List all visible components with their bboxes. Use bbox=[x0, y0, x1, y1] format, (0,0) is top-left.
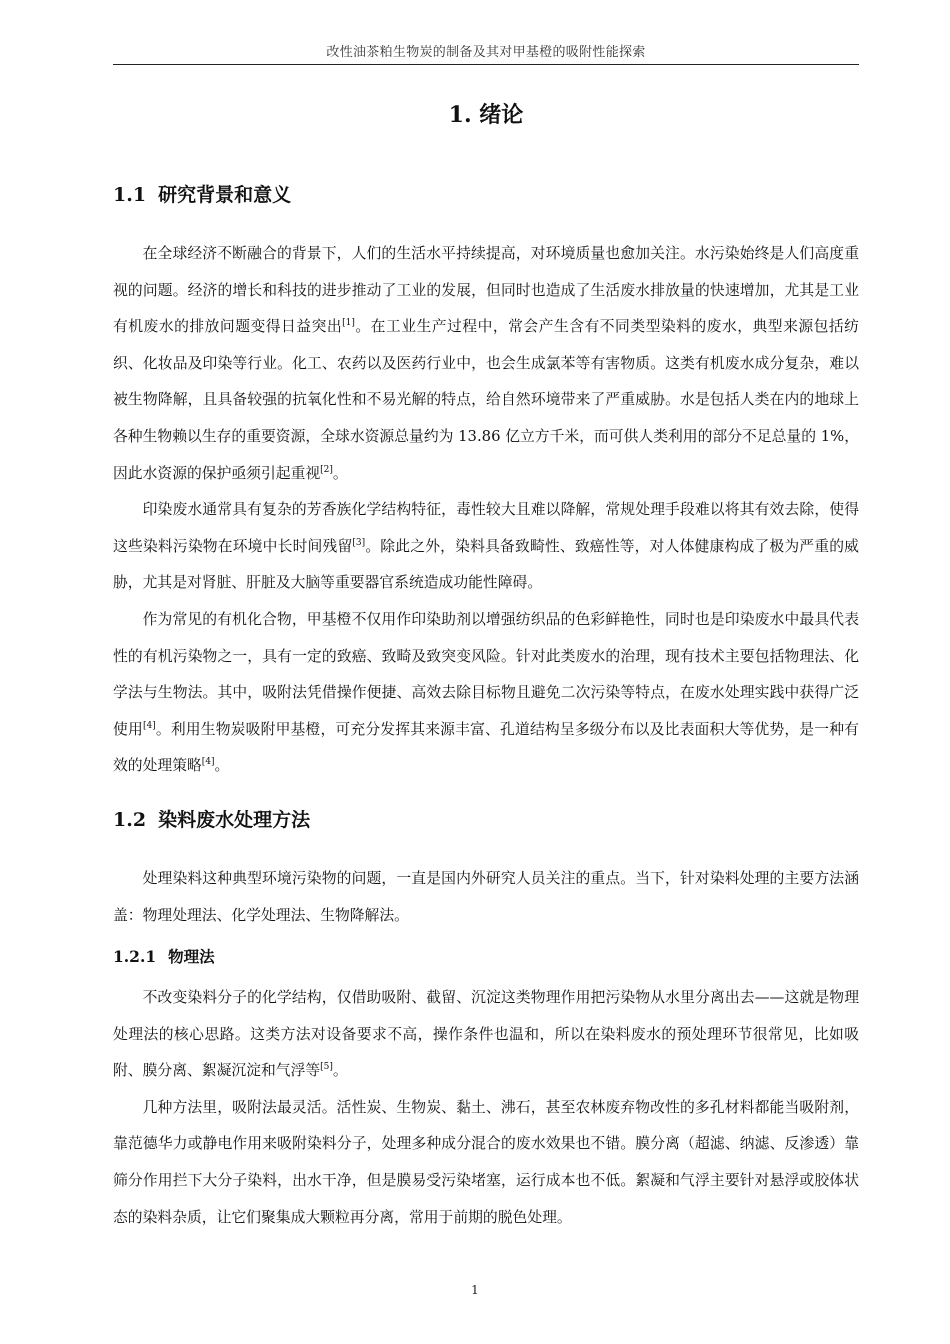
paragraph-1-2-1-b: 几种方法里，吸附法最灵活。活性炭、生物炭、黏土、沸石，甚至农林废弃物改性的多孔材料都能当吸附剂，靠范德华力或静电作用来吸附染料分子，处理多种成分混合的废水效果也不错。膜分离（超滤、纳滤、反渗透）靠筛分作用拦下大分子染料，出水干净，但是膜易受污染堵塞，运行成本也不低。絮凝和气浮主要针对悬浮或胶体状态的染料杂质，让它们聚集成大颗粒再分离，常用于前期的脱色处理。 bbox=[113, 1098, 859, 1226]
text-run: 作为常见的有机化合物，甲基橙不仅用作印染助剂以增强纺织品的色彩鲜艳性，同时也是印染废水中最具代表性的有机污染物之一，具有一定的致癌、致畸及致突变风险。针对此类废水的治理，现有技术主要包括物理法、化学法与生物法。其中，吸附法凭借操作便捷、高效去除目标物且避免二次污染等特点，在废水处理实践中获得广泛使用 bbox=[113, 610, 859, 738]
page-number: 1 bbox=[471, 1283, 479, 1297]
citation: [1] bbox=[342, 318, 355, 329]
section-number: 1.1 bbox=[113, 184, 147, 206]
paragraph-1-2-1-a bbox=[113, 980, 859, 1090]
section-heading-1-2 bbox=[113, 803, 859, 837]
citation: [2] bbox=[320, 464, 333, 475]
section-heading-1-1 bbox=[113, 178, 859, 212]
section-title: 研究背景和意义 bbox=[158, 184, 292, 206]
paragraph-1-2: 处理染料这种典型环境污染物的问题，一直是国内外研究人员关注的重点。当下，针对染料处理的主要方法涵盖：物理处理法、化学处理法、生物降解法。 bbox=[113, 869, 859, 924]
paragraph-1-1-b bbox=[113, 492, 859, 602]
citation: [3] bbox=[352, 537, 366, 548]
paragraph-1-1-a bbox=[113, 236, 859, 492]
text-run: 印染废水通常具有复杂的芳香族化学结构特征，毒性较大且难以降解，常规处理手段难以将其有效去除，使得这些染料污染物在环境中长时间残留 bbox=[113, 501, 859, 555]
text-run: 。 bbox=[214, 757, 230, 775]
citation: [4] bbox=[201, 757, 215, 768]
page-content bbox=[113, 96, 859, 1236]
chapter-title: 1. 绪论 bbox=[448, 102, 524, 128]
text-run: 。利用生物炭吸附甲基橙，可充分发挥其来源丰富、孔道结构呈多级分布以及比表面积大等优势，是一种有效的处理策略 bbox=[113, 720, 859, 775]
header-rule bbox=[113, 64, 859, 65]
text-run: 。 bbox=[332, 464, 348, 482]
running-header: 改性油茶粕生物炭的制备及其对甲基橙的吸附性能探索 bbox=[326, 45, 646, 60]
section-number: 1.2 bbox=[113, 808, 147, 831]
citation: [4] bbox=[142, 720, 156, 731]
citation: [5] bbox=[320, 1062, 333, 1073]
text-run: 。除此之外，染料具备致畸性、致癌性等，对人体健康构成了极为严重的威胁，尤其是对肾脏、肝脏及大脑等重要器官系统造成功能性障碍。 bbox=[113, 537, 859, 592]
text-run: 在全球经济不断融合的背景下，人们的生活水平持续提高，对环境质量也愈加关注。水污染始终是人们高度重视的问题。经济的增长和科技的进步推动了工业的发展，但同时也造成了生活废水排放量的快速增加，尤其是工业有机废水的排放问题变得日益突出 bbox=[113, 245, 859, 336]
text-run: 。 bbox=[332, 1062, 348, 1080]
section-title: 染料废水处理方法 bbox=[158, 808, 311, 831]
subsection-number: 1.2.1 bbox=[113, 947, 157, 967]
text-run: 。在工业生产过程中，常会产生含有不同类型染料的废水，典型来源包括纺织、化妆品及印染等行业。化工、农药以及医药行业中，也会生成氯苯等有害物质。这类有机废水成分复杂，难以被生物降解，且具备较强的抗氧化性和不易光解的特点，给自然环境带来了严重威胁。水是包括人类在内的地球上各种生物赖以生存的重要资源，全球水资源总量约为 13.86 亿立方千米，而可供人类利用的部分不足总量的 1%，因此水资源的保护亟须引起重视 bbox=[113, 318, 859, 482]
subsection-heading-1-2-1 bbox=[113, 942, 859, 972]
text-run: 不改变染料分子的化学结构，仅借助吸附、截留、沉淀这类物理作用把污染物从水里分离出去——这就是物理处理法的核心思路。这类方法对设备要求不高，操作条件也温和，所以在染料废水的预处理环节很常见，比如吸附、膜分离、絮凝沉淀和气浮等 bbox=[113, 989, 859, 1080]
paragraph-1-1-c bbox=[113, 602, 859, 785]
subsection-title: 物理法 bbox=[168, 947, 215, 967]
